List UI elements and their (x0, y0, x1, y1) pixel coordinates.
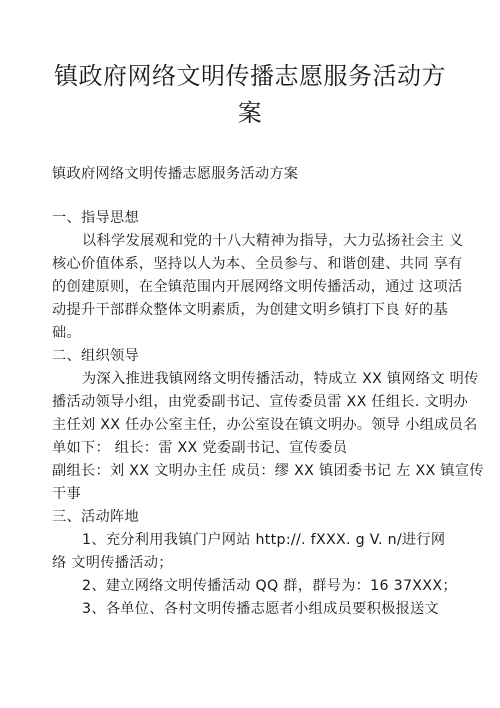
list-item: 2、建立网络文明传播活动 QQ 群，群号为：16 37XXX； (82, 578, 457, 594)
paragraph-line: 单如下： 组长：雷 XX 党委副书记、宣传委员 (52, 440, 348, 456)
list-item: 3、各单位、各村文明传播志愿者小组成员要积极报送文 (82, 601, 440, 617)
paragraph-line: 的创建原则，在全镇范围内开展网络文明传播活动，通过 这项活 (52, 279, 463, 295)
paragraph-line: 以科学发展观和党的十八大精神为指导，大力弘扬社会主 义 (82, 233, 464, 249)
paragraph-line: 播活动领导小组，由党委副书记、宣传委员雷 XX 任组长. 文明办 (52, 394, 468, 410)
paragraph-line: 动提升干部群众整体文明素质，为创建文明乡镇打下良 好的基 (52, 302, 448, 318)
section-heading-guiding-ideology: 一、指导思想 (52, 210, 139, 226)
section-heading-activity-platform: 三、活动阵地 (52, 509, 139, 525)
section-heading-leadership: 二、组织领导 (52, 348, 139, 364)
paragraph-line: 干事 (52, 486, 81, 502)
paragraph-line: 为深入推进我镇网络文明传播活动，特成立 XX 镇网络文 明传 (82, 371, 479, 387)
paragraph-line: 副组长：刘 XX 文明办主任 成员：缪 XX 镇团委书记 左 XX 镇宣传 (52, 463, 484, 479)
paragraph-line: 络 文明传播活动； (52, 555, 173, 571)
paragraph-line: 主任刘 XX 任办公室主任，办公室设在镇文明办。领导 小组成员名 (52, 417, 478, 433)
paragraph-line: 核心价值体系，坚持以人为本、全员参与、和谐创建、共同 享有 (52, 256, 463, 272)
list-item: 1、充分利用我镇门户网站 http://. fXXX. g V. n/进行网 (82, 532, 446, 548)
document-subtitle: 镇政府网络文明传播志愿服务活动方案 (52, 166, 299, 182)
paragraph-line: 础。 (52, 325, 81, 341)
document-title-line-1: 镇政府网络文明传播志愿服务活动方 (54, 62, 446, 90)
document-title-line-2: 案 (237, 99, 263, 127)
